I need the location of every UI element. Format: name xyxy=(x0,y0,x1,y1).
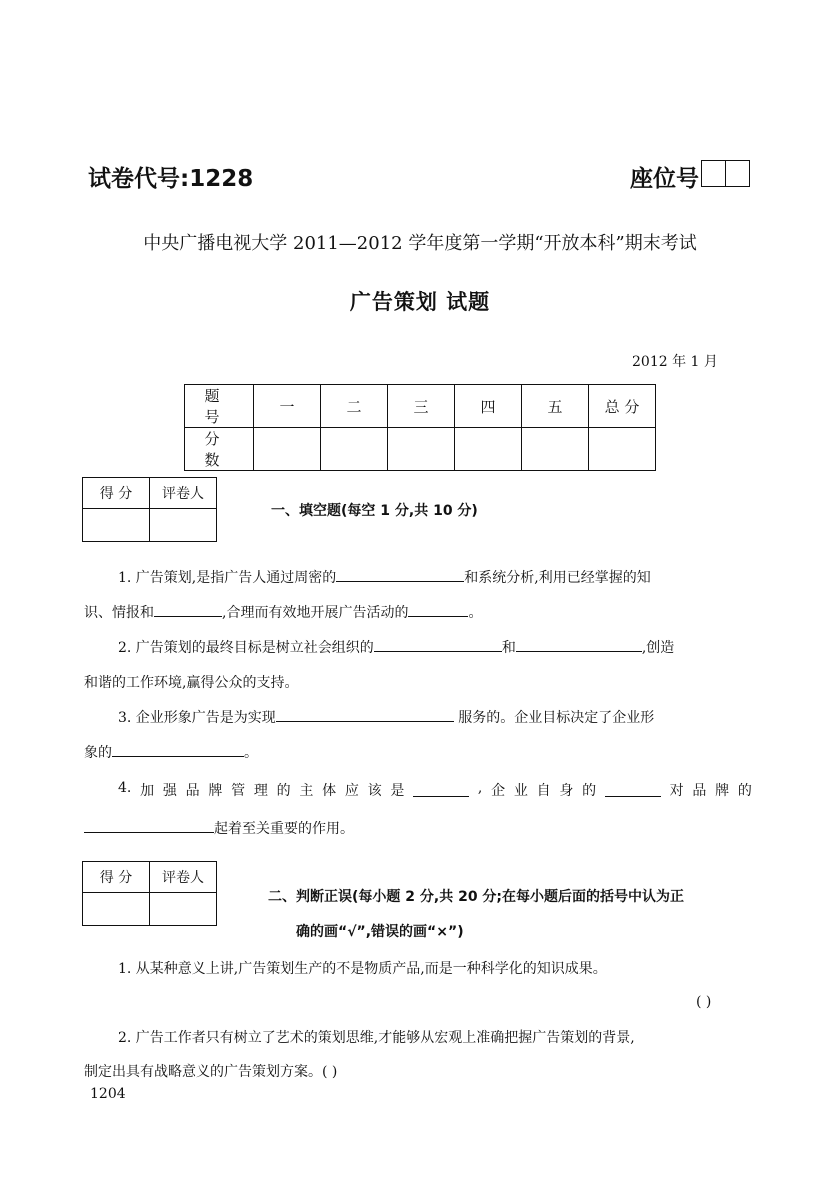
score-table xyxy=(184,384,656,471)
question-1-2: 2. 广告策划的最终目标是树立社会组织的 和 ,创造 和谐的工作环境,赢得公众的支持。 xyxy=(84,631,752,701)
subject-title: 广告策划 试题 xyxy=(349,290,491,314)
question-2-2-line-2: 制定出具有战略意义的广告策划方案。( ) xyxy=(84,1064,338,1080)
score-table-score-row xyxy=(185,428,656,471)
grader-score-cell[interactable] xyxy=(83,893,150,926)
exam-title: 中央广播电视大学 2011—2012 学年度第一学期“开放本科”期末考试 xyxy=(143,233,697,254)
score-cell[interactable] xyxy=(388,428,455,471)
seat-box-1[interactable] xyxy=(701,160,726,187)
exam-date: 2012 年 1 月 xyxy=(632,354,718,370)
answer-blank[interactable] xyxy=(84,816,214,833)
seat-label: 座位号 xyxy=(630,166,699,192)
seat-box-2[interactable] xyxy=(725,160,750,187)
answer-blank[interactable] xyxy=(336,565,464,582)
section-1-title: 一、填空题(每空 1 分,共 10 分) xyxy=(271,503,478,519)
score-table-col-2: 二 xyxy=(321,385,388,428)
score-table-col-3: 三 xyxy=(388,385,455,428)
answer-blank[interactable] xyxy=(112,740,244,757)
question-2-1: 1. 从某种意义上讲,广告策划生产的不是物质产品,而是一种科学化的知识成果。 xyxy=(118,961,607,977)
seat-number-field xyxy=(630,160,750,193)
grader-score-label: 得 分 xyxy=(83,478,150,509)
score-table-col-1: 一 xyxy=(254,385,321,428)
grader-reviewer-label: 评卷人 xyxy=(150,478,217,509)
score-cell[interactable] xyxy=(522,428,589,471)
grader-box-1 xyxy=(82,477,217,542)
answer-blank[interactable] xyxy=(605,780,661,797)
answer-blank[interactable] xyxy=(413,780,469,797)
score-table-col-4: 四 xyxy=(455,385,522,428)
answer-parentheses[interactable]: ( ) xyxy=(696,994,712,1010)
grader-score-label: 得 分 xyxy=(83,862,150,893)
grader-reviewer-label: 评卷人 xyxy=(150,862,217,893)
grader-score-cell[interactable] xyxy=(83,509,150,542)
section-2-title-line-1: 二、判断正误(每小题 2 分,共 20 分;在每小题后面的括号中认为正 xyxy=(268,889,685,905)
exam-code: 试卷代号:1228 xyxy=(88,166,254,192)
question-1-3: 3. 企业形象广告是为实现 服务的。企业目标决定了企业形 象的 。 xyxy=(84,701,752,771)
score-table-header-row xyxy=(185,385,656,428)
question-1-4-end: 起着至关重要的作用。 xyxy=(84,816,354,838)
score-cell[interactable] xyxy=(589,428,656,471)
answer-blank[interactable] xyxy=(516,635,642,652)
page-number: 1204 xyxy=(90,1086,126,1102)
score-table-row-label: 题 号 xyxy=(185,385,254,428)
score-cell[interactable] xyxy=(321,428,388,471)
question-2-2-line-1: 2. 广告工作者只有树立了艺术的策划思维,才能够从宏观上准确把握广告策划的背景, xyxy=(118,1030,635,1046)
grader-reviewer-cell[interactable] xyxy=(150,509,217,542)
answer-blank[interactable] xyxy=(154,600,222,617)
score-table-col-total: 总 分 xyxy=(589,385,656,428)
answer-blank[interactable] xyxy=(374,635,502,652)
question-1-1: 1. 广告策划,是指广告人通过周密的 和系统分析,利用已经掌握的知 识、情报和 ,合理而有效地开展广告活动的 。 xyxy=(84,561,752,631)
score-cell[interactable] xyxy=(455,428,522,471)
score-cell[interactable] xyxy=(254,428,321,471)
grader-box-2 xyxy=(82,861,217,926)
grader-reviewer-cell[interactable] xyxy=(150,893,217,926)
answer-blank[interactable] xyxy=(276,705,454,722)
answer-blank[interactable] xyxy=(408,600,468,617)
section-2-title-line-2: 确的画“√”,错误的画“×”) xyxy=(296,924,464,940)
score-table-col-5: 五 xyxy=(522,385,589,428)
score-table-row-label: 分 数 xyxy=(185,428,254,471)
question-1-4: 4. 加 强 品 牌 管 理 的 主 体 应 该 是 , 企 业 自 身 的 对 品 牌 的 xyxy=(118,780,752,799)
